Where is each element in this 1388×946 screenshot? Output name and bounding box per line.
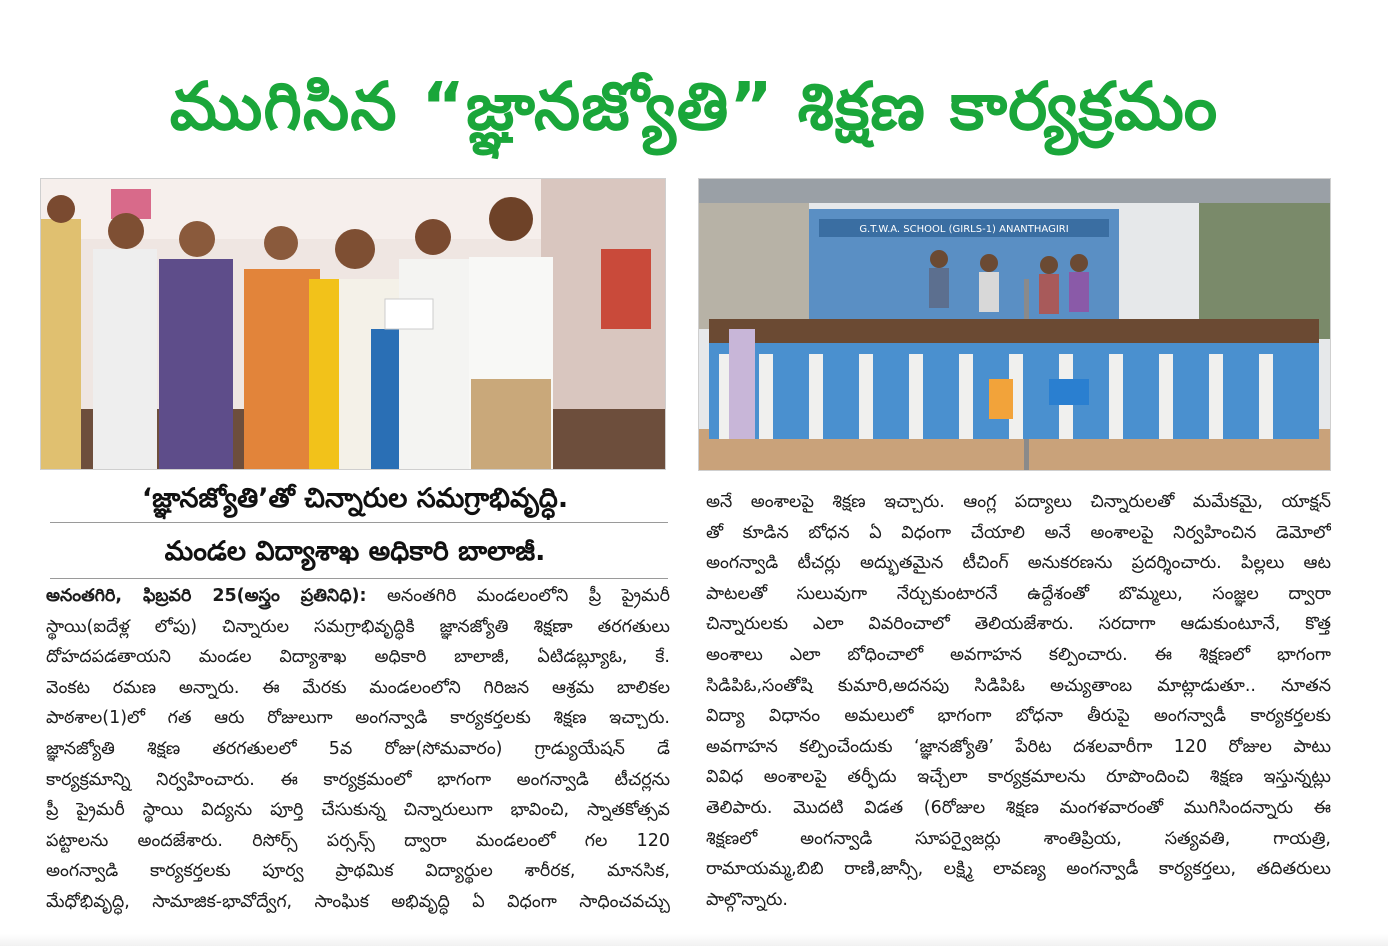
banner-text: G.T.W.A. SCHOOL (GIRLS-1) ANANTHAGIRI	[859, 224, 1069, 235]
subheadline-1: ‘జ్ఞానజ్యోతి’తో చిన్నారుల సమగ్రాభివృద్ధి.	[141, 483, 569, 514]
article-column-left	[46, 581, 670, 933]
article-line: పాటలతో సులువుగా నేర్చుకుంటారనే ఉద్దేశంతో బొమ్మలు, సంజ్ఞల ద్వారా	[706, 583, 1331, 604]
article-line: సిడిపిఓ,సంతోషి కుమారి,అదనపు సిడిపిఓ అచ్యుతాంబ మాట్లాడుతూ.. నూతన	[706, 675, 1331, 696]
article-line: వెంకట రమణ అన్నారు. ఈ మేరకు మండలంలోని గిరిజన ఆశ్రమ బాలికల	[46, 677, 670, 698]
article-line: ప్రీ ప్రైమరీ స్థాయి విద్యను పూర్తి చేసుకున్న చిన్నారులుగా భావించి, స్నాతకోత్సవ	[46, 800, 670, 821]
article-line: అంగన్వాడి కార్యకర్తలకు పూర్వ ప్రాథమిక విద్యార్థుల శారీరక, మానసిక,	[46, 861, 670, 882]
subheadline-2: మండల విద్యాశాఖ అధికారి బాలాజీ.	[164, 536, 546, 567]
divider	[50, 578, 668, 579]
article-line: జ్ఞానజ్యోతి శిక్షణ తరగతులలో 5వ రోజు(సోమవారం) గ్రాడ్యుయేషన్ డే	[46, 738, 670, 759]
article-line: శిక్షణలో అంగన్వాడి సూపర్వైజర్లు శాంతిప్రియ, సత్యవతి, గాయత్రి,	[706, 828, 1331, 849]
article-line: చిన్నారులకు ఎలా వివరించాలో తెలియజేశారు. సరదాగా ఆడుకుంటూనే, కొత్త	[706, 614, 1331, 635]
article-line: వివిధ అంశాలపై తర్ఫీదు ఇచ్చేలా కార్యక్రమాలను రూపొందించి శిక్షణ ఇస్తున్నట్లు	[706, 767, 1331, 788]
article-line: అనే అంశాలపై శిక్షణ ఇచ్చారు. ఆంగ్ల పద్యాలు చిన్నారులతో మమేకమై, యాక్షన్	[706, 492, 1331, 512]
article-line: అంశాలు ఎలా బోధించాలో అవగాహన కల్పించారు. ఈ శిక్షణలో భాగంగా	[706, 644, 1331, 665]
article-line: కార్యక్రమాన్ని నిర్వహించారు. ఈ కార్యక్రమంలో భాగంగా అంగన్వాడి టీచర్లను	[46, 769, 670, 790]
article-line: స్థాయి(ఐదేళ్ల లోపు) చిన్నారుల సమగ్రాభివృద్ధికి జ్ఞానజ్యోతి శిక్షణా తరగతులు	[46, 616, 670, 637]
article-line: మేధోభివృద్ధి, సామాజిక-భావోద్వేగ, సాంఘిక అభివృద్ధి ఏ విధంగా సాధించవచ్చు	[46, 891, 670, 912]
dateline: అనంతగిరి, ఫిబ్రవరి 25(అస్త్రం ప్రతినిధి):	[46, 586, 367, 606]
article-line: పాల్గొన్నారు.	[706, 889, 788, 910]
headline: ముగిసిన “జ్ఞానజ్యోతి” శిక్షణ కార్యక్రమం	[169, 68, 1219, 145]
photo-group-school	[698, 178, 1331, 471]
article-line: విద్యా విధానం అమలులో భాగంగా బోధనా తీరుపై అంగన్వాడీ కార్యకర్తలకు	[706, 706, 1331, 727]
divider	[50, 522, 668, 523]
article-line: అంగన్వాడి టీచర్లు అద్భుతమైన టీచింగ్ అనుకరణను ప్రదర్శించారు. పిల్లలు ఆట	[706, 553, 1331, 574]
article-line: పాఠశాల(1)లో గత ఆరు రోజులుగా అంగన్వాడి కార్యకర్తలకు శిక్షణ ఇచ్చారు.	[46, 708, 670, 729]
article-column-right	[706, 487, 1331, 929]
article-line: దోహదపడతాయని మండల విద్యాశాఖ అధికారి బాలాజీ, ఏటిడబ్ల్యూఓ, కే.	[46, 647, 670, 668]
article-line: అవగాహన కల్పించేందుకు ‘జ్ఞానజ్యోతి’ పేరిట దశలవారీగా 120 రోజుల పాటు	[706, 736, 1331, 757]
article-line: తెలిపారు. మొదటి విడత (6రోజుల శిక్షణ మంగళవారంతో ముగిసిందన్నారు ఈ	[706, 797, 1331, 818]
article-line: తో కూడిన బోధన ఏ విధంగా చేయాలి అనే అంశాలపై నిర్వహించిన డెమోలో	[706, 522, 1331, 543]
article-line: పట్టాలను అందజేశారు. రిసోర్స్ పర్సన్స్ ద్వారా మండలంలో గల 120	[46, 830, 670, 851]
photo-certificate-handover	[40, 178, 666, 470]
article-line: రామాయమ్మ,బిబి రాణి,జాన్సీ, లక్ష్మి లావణ్య అంగన్వాడీ కార్యకర్తలు, తదితరులు	[706, 859, 1331, 880]
article-line: అనంతగిరి మండలంలోని ప్రీ ప్రైమరీ	[366, 586, 670, 606]
page-bottom-edge	[0, 934, 1388, 946]
